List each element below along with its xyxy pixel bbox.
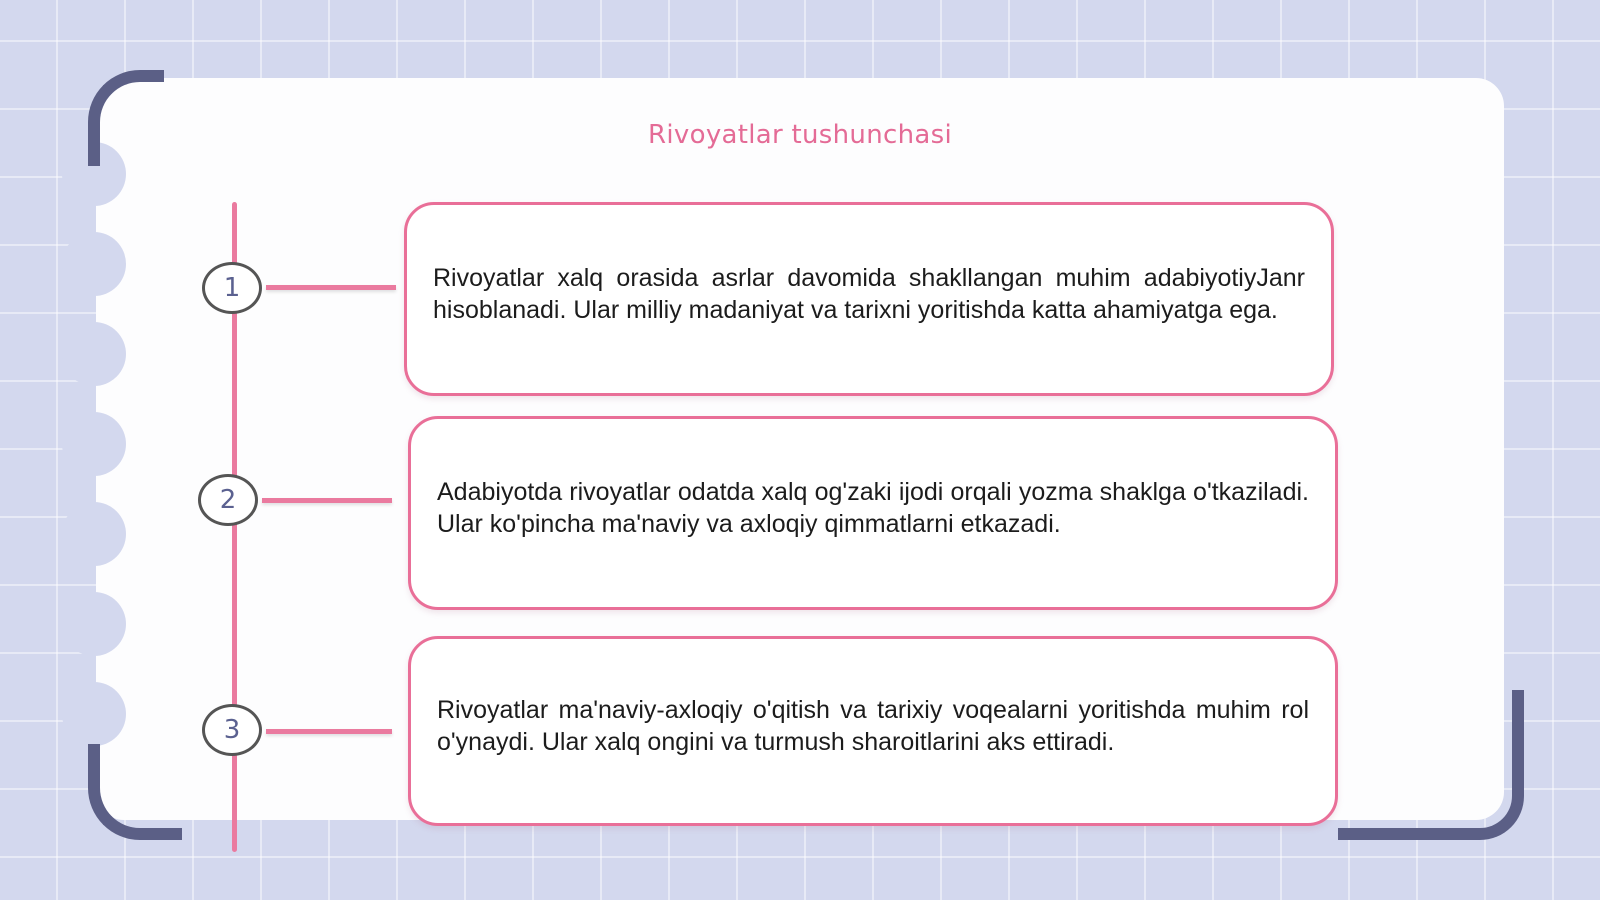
- step-marker-3: 3: [202, 704, 262, 756]
- step-marker-1: 1: [202, 262, 262, 314]
- step-marker-2: 2: [198, 474, 258, 526]
- corner-bracket-bottom-left: [88, 744, 182, 840]
- corner-bracket-bottom-right: [1338, 690, 1524, 840]
- slide-title: Rivoyatlar tushunchasi: [648, 120, 952, 150]
- page-scallop: [62, 682, 126, 746]
- timeline-connector: [266, 729, 392, 734]
- info-card-1: [404, 202, 1334, 396]
- page-scallop: [62, 322, 126, 386]
- info-card-3: [408, 636, 1338, 826]
- info-card-text: Adabiyotda rivoyatlar odatda xalq og'zaki ijodi orqali yozma shaklga o'tkaziladi. Ular ko'pincha ma'naviy va axloqiy qimmatlarni etkazadi.: [437, 478, 1309, 538]
- page-scallop: [62, 592, 126, 656]
- info-card-text: Rivoyatlar xalq orasida asrlar davomida shakllangan muhim adabiyotiyJanr hisoblanadi. Ular milliy madaniyat va tarixni yoritishda katta ahamiyatga ega.: [433, 264, 1305, 324]
- info-card-2: [408, 416, 1338, 610]
- corner-bracket-top-left: [88, 70, 164, 166]
- page-scallop: [62, 502, 126, 566]
- page-scallop: [62, 232, 126, 296]
- timeline-connector: [266, 285, 396, 290]
- timeline-connector: [262, 498, 392, 503]
- page-scallop: [62, 412, 126, 476]
- info-card-text: Rivoyatlar ma'naviy-axloqiy o'qitish va tarixiy voqealarni yoritishda muhim rol o'ynaydi. Ular xalq ongini va turmush sharoitlarini aks ettiradi.: [437, 696, 1309, 756]
